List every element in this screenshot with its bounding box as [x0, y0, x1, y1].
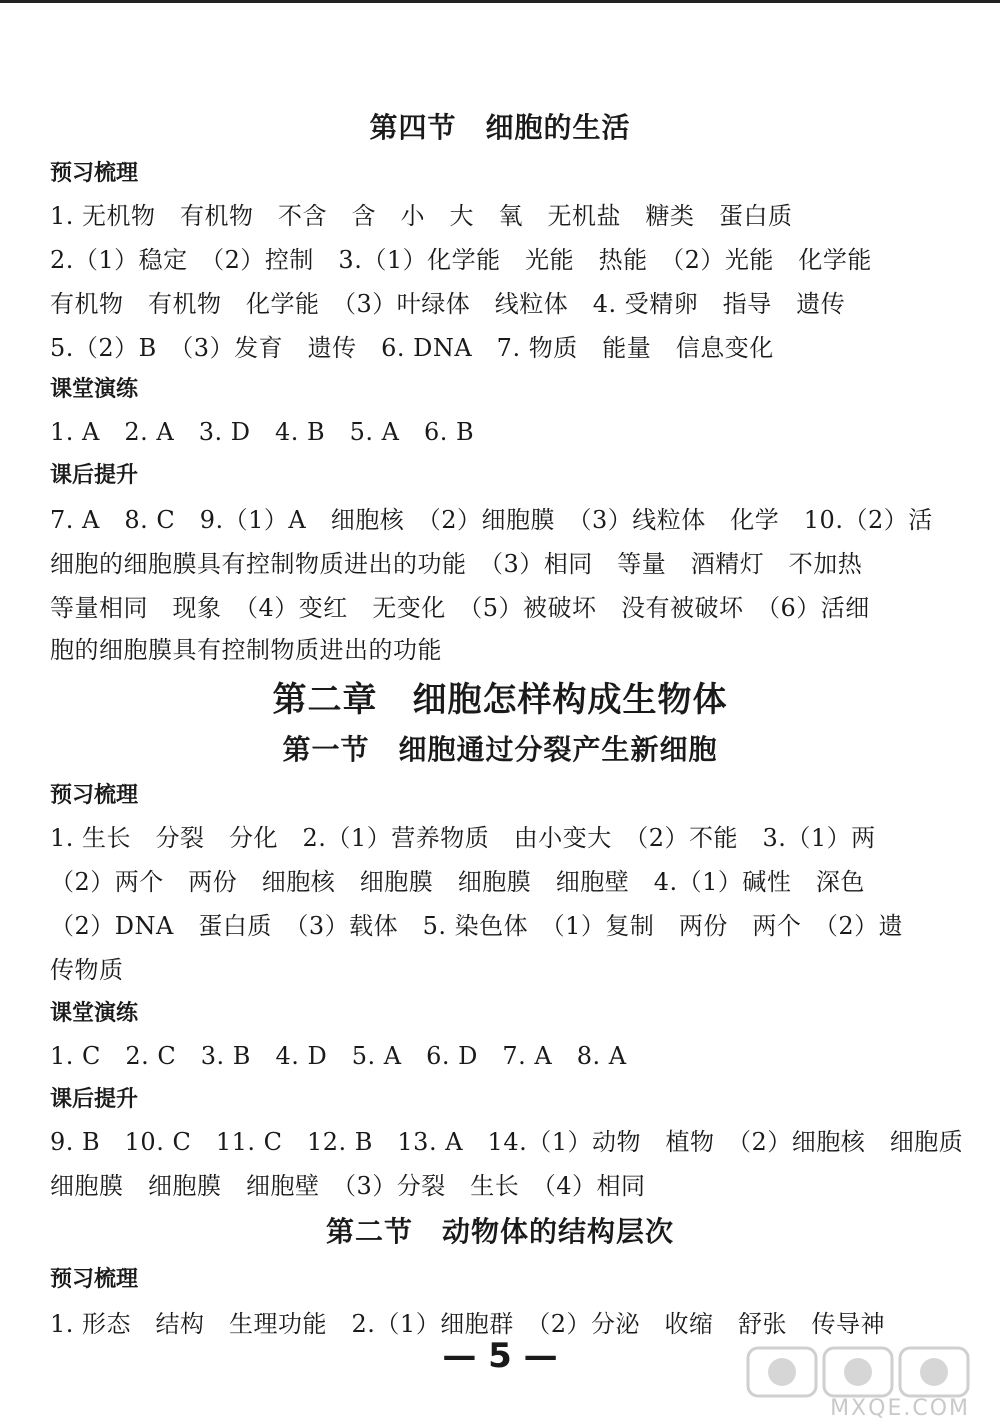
after-class-heading: 课后提升 [50, 1087, 139, 1112]
answer-line: 5.（2）B （3）发育 遗传 6. DNA 7. 物质 能量 信息变化 [50, 334, 774, 362]
answer-line: 1. A 2. A 3. D 4. B 5. A 6. B [50, 418, 475, 446]
answer-line: 7. A 8. C 9.（1）A 细胞核 （2）细胞膜 （3）线粒体 化学 10.（2）活 [50, 506, 933, 534]
preview-heading: 预习梳理 [50, 161, 139, 186]
answer-line: 传物质 [50, 956, 124, 984]
section-title-2: 第二节 动物体的结构层次 [325, 1215, 674, 1248]
answer-line: 1. 形态 结构 生理功能 2.（1）细胞群 （2）分泌 收缩 舒张 传导神 [50, 1310, 885, 1338]
section-title-4: 第四节 细胞的生活 [369, 111, 631, 144]
class-practice-heading: 课堂演练 [50, 377, 139, 402]
watermark-url: MXQE.COM [830, 1396, 970, 1421]
answer-line: 9. B 10. C 11. C 12. B 13. A 14.（1）动物 植物 （2）细胞核 细胞质 [50, 1128, 964, 1156]
after-class-heading: 课后提升 [50, 463, 139, 488]
class-practice-heading: 课堂演练 [50, 1001, 139, 1026]
answer-line: 1. 无机物 有机物 不含 含 小 大 氧 无机盐 糖类 蛋白质 [50, 202, 793, 230]
answer-line: 1. C 2. C 3. B 4. D 5. A 6. D 7. A 8. A [50, 1042, 627, 1070]
answer-line: （2）DNA 蛋白质 （3）载体 5. 染色体 （1）复制 两份 两个 （2）遗 [50, 912, 904, 940]
section-title-1: 第一节 细胞通过分裂产生新细胞 [282, 733, 718, 766]
preview-heading: 预习梳理 [50, 1267, 139, 1292]
answer-line: （2）两个 两份 细胞核 细胞膜 细胞膜 细胞壁 4.（1）碱性 深色 [50, 868, 865, 896]
answer-line: 1. 生长 分裂 分化 2.（1）营养物质 由小变大 （2）不能 3.（1）两 [50, 824, 876, 852]
answer-line: 等量相同 现象 （4）变红 无变化 （5）被破坏 没有被破坏 （6）活细 [50, 594, 870, 622]
answer-line: 有机物 有机物 化学能 （3）叶绿体 线粒体 4. 受精卵 指导 遗传 [50, 290, 846, 318]
answer-line: 2.（1）稳定 （2）控制 3.（1）化学能 光能 热能 （2）光能 化学能 [50, 246, 872, 274]
answer-line: 胞的细胞膜具有控制物质进出的功能 [50, 636, 442, 664]
page-number: — 5 — [442, 1336, 558, 1376]
preview-heading: 预习梳理 [50, 783, 139, 808]
answer-line: 细胞膜 细胞膜 细胞壁 （3）分裂 生长 （4）相同 [50, 1172, 646, 1200]
answer-line: 细胞的细胞膜具有控制物质进出的功能 （3）相同 等量 酒精灯 不加热 [50, 550, 863, 578]
chapter-title: 第二章 细胞怎样构成生物体 [272, 680, 728, 720]
